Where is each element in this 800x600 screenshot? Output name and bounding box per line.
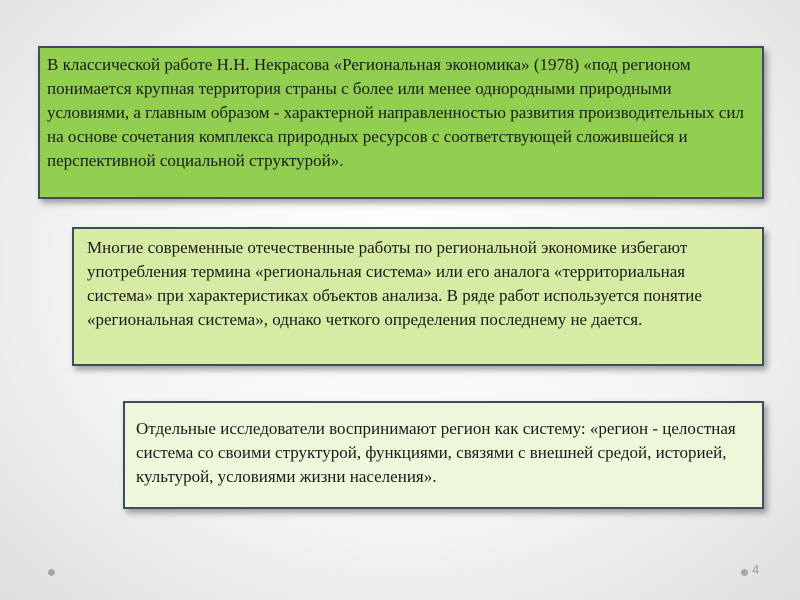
footer-dot-right <box>741 569 748 576</box>
text-box-regional-system-term <box>72 227 764 366</box>
text-box-region-as-system-text: Отдельные исследователи воспринимают регион как систему: «регион - целостная система со своими структурой, функциями, связями с внешней средой, историей, культурой, условиями жизни населения». <box>136 419 736 486</box>
text-box-regional-system-term-text: Многие современные отечественные работы по региональной экономике избегают употребления термина «региональная система» или его аналога «территориальная система» при характеристиках объектов анализа. В ряде работ используется понятие «региональная система», однако четкого определения последнему не дается. <box>87 238 702 329</box>
text-box-region-as-system <box>123 401 764 509</box>
text-box-nekrasov-definition <box>38 46 764 199</box>
text-box-nekrasov-definition-text: В классической работе Н.Н. Некрасова «Региональная экономика» (1978) «под регионом понимается крупная территория страны с более или менее однородными природными условиями, а главным образом - характерной направленностью развития производительных сил на основе сочетания комплекса природных ресурсов с соответствующей сложившейся и перспективной социальной структурой». <box>47 55 744 170</box>
footer-dot-left <box>48 569 55 576</box>
page-number: 4 <box>752 562 760 577</box>
